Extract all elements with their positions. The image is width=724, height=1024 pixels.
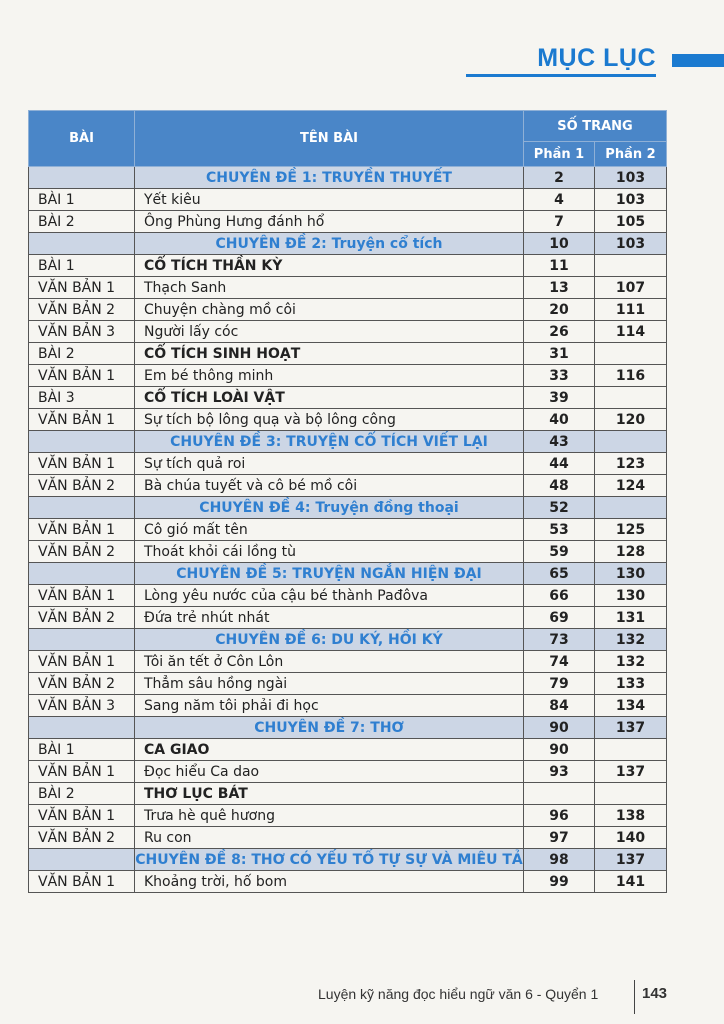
table-row xyxy=(29,871,667,893)
page-part1: 10 xyxy=(524,233,595,255)
page-part1: 93 xyxy=(524,761,595,783)
page-part2: 128 xyxy=(595,541,667,563)
page-part1: 79 xyxy=(524,673,595,695)
page-part2: 134 xyxy=(595,695,667,717)
title-cell: Sự tích quả roi xyxy=(135,453,524,475)
page-part2: 123 xyxy=(595,453,667,475)
page-part2 xyxy=(595,343,667,365)
page-part1: 59 xyxy=(524,541,595,563)
page-part2: 114 xyxy=(595,321,667,343)
page-part2: 138 xyxy=(595,805,667,827)
lesson-cell: VĂN BẢN 2 xyxy=(29,475,135,497)
page-part2: 103 xyxy=(595,167,667,189)
page-part1: 43 xyxy=(524,431,595,453)
title-cell: CỔ TÍCH SINH HOẠT xyxy=(135,343,524,365)
page-part2: 103 xyxy=(595,189,667,211)
section-row xyxy=(29,739,667,761)
table-row xyxy=(29,673,667,695)
title-cell: Chuyện chàng mồ côi xyxy=(135,299,524,321)
title-cell: Cô gió mất tên xyxy=(135,519,524,541)
page-part2: 130 xyxy=(595,563,667,585)
title-cell: Đọc hiểu Ca dao xyxy=(135,761,524,783)
page-part1: 39 xyxy=(524,387,595,409)
page-part1: 44 xyxy=(524,453,595,475)
topic-row xyxy=(29,629,667,651)
title-cell: Em bé thông minh xyxy=(135,365,524,387)
page-part1: 99 xyxy=(524,871,595,893)
lesson-cell xyxy=(29,717,135,739)
lesson-cell: VĂN BẢN 1 xyxy=(29,651,135,673)
page-part1: 33 xyxy=(524,365,595,387)
lesson-cell: VĂN BẢN 1 xyxy=(29,805,135,827)
title-cell: CA GIAO xyxy=(135,739,524,761)
page-part2 xyxy=(595,739,667,761)
lesson-cell: VĂN BẢN 3 xyxy=(29,695,135,717)
page-part2: 107 xyxy=(595,277,667,299)
lesson-cell: VĂN BẢN 1 xyxy=(29,453,135,475)
page-part2: 137 xyxy=(595,717,667,739)
col-header-pages: SỐ TRANG xyxy=(524,111,667,142)
col-header-title: TÊN BÀI xyxy=(135,111,524,167)
page-part1: 53 xyxy=(524,519,595,541)
page-part1: 96 xyxy=(524,805,595,827)
footer-divider xyxy=(634,980,635,1014)
footer-book-title: Luyện kỹ năng đọc hiểu ngữ văn 6 - Quyển 1 xyxy=(318,986,599,1002)
title-cell: Ông Phùng Hưng đánh hổ xyxy=(135,211,524,233)
lesson-cell: VĂN BẢN 2 xyxy=(29,827,135,849)
title-cell: Yết kiêu xyxy=(135,189,524,211)
lesson-cell xyxy=(29,497,135,519)
page-part2: 141 xyxy=(595,871,667,893)
table-row xyxy=(29,651,667,673)
topic-title: CHUYÊN ĐỀ 6: DU KÝ, HỒI KÝ xyxy=(135,629,524,651)
title-cell: Sang năm tôi phải đi học xyxy=(135,695,524,717)
page-part2: 116 xyxy=(595,365,667,387)
topic-title: CHUYÊN ĐỀ 4: Truyện đồng thoại xyxy=(135,497,524,519)
title-cell: Thoát khỏi cái lồng tù xyxy=(135,541,524,563)
section-row xyxy=(29,255,667,277)
title-cell: Sự tích bộ lông quạ và bộ lông công xyxy=(135,409,524,431)
table-row xyxy=(29,475,667,497)
page-part1: 98 xyxy=(524,849,595,871)
table-row xyxy=(29,321,667,343)
page-number: 143 xyxy=(642,985,668,1002)
page-part2: 131 xyxy=(595,607,667,629)
page-part2 xyxy=(595,255,667,277)
page-part1: 20 xyxy=(524,299,595,321)
page-part1: 65 xyxy=(524,563,595,585)
topic-row xyxy=(29,233,667,255)
title-cell: Trưa hè quê hương xyxy=(135,805,524,827)
page-part1: 7 xyxy=(524,211,595,233)
lesson-cell: VĂN BẢN 2 xyxy=(29,673,135,695)
page-part1: 2 xyxy=(524,167,595,189)
page-part1 xyxy=(524,783,595,805)
topic-title: CHUYÊN ĐỀ 8: THƠ CÓ YẾU TỐ TỰ SỰ VÀ MIÊU TẢ xyxy=(135,849,524,871)
table-row xyxy=(29,695,667,717)
lesson-cell: BÀI 1 xyxy=(29,739,135,761)
page-part2: 132 xyxy=(595,629,667,651)
page-part1: 48 xyxy=(524,475,595,497)
topic-row xyxy=(29,717,667,739)
title-cell: Thạch Sanh xyxy=(135,277,524,299)
topic-title: CHUYÊN ĐỀ 3: TRUYỆN CỔ TÍCH VIẾT LẠI xyxy=(135,431,524,453)
page-part2: 137 xyxy=(595,849,667,871)
lesson-cell: VĂN BẢN 1 xyxy=(29,585,135,607)
topic-title: CHUYÊN ĐỀ 5: TRUYỆN NGẮN HIỆN ĐẠI xyxy=(135,563,524,585)
section-row xyxy=(29,387,667,409)
table-row xyxy=(29,365,667,387)
page-part2: 120 xyxy=(595,409,667,431)
lesson-cell: VĂN BẢN 2 xyxy=(29,607,135,629)
lesson-cell xyxy=(29,563,135,585)
lesson-cell: VĂN BẢN 1 xyxy=(29,365,135,387)
page-part1: 97 xyxy=(524,827,595,849)
title-cell: Ru con xyxy=(135,827,524,849)
page-part2 xyxy=(595,783,667,805)
page-part2: 140 xyxy=(595,827,667,849)
page-part1: 90 xyxy=(524,717,595,739)
topic-title: CHUYÊN ĐỀ 1: TRUYỀN THUYẾT xyxy=(135,167,524,189)
page-part2: 111 xyxy=(595,299,667,321)
col-header-lesson: BÀI xyxy=(29,111,135,167)
section-row xyxy=(29,783,667,805)
title-cell: Đứa trẻ nhút nhát xyxy=(135,607,524,629)
topic-row xyxy=(29,497,667,519)
title-cell: THƠ LỤC BÁT xyxy=(135,783,524,805)
lesson-cell xyxy=(29,233,135,255)
page-part2 xyxy=(595,497,667,519)
page-part1: 69 xyxy=(524,607,595,629)
table-row xyxy=(29,541,667,563)
page-part2: 137 xyxy=(595,761,667,783)
lesson-cell: VĂN BẢN 1 xyxy=(29,277,135,299)
title-cell: CỔ TÍCH LOÀI VẬT xyxy=(135,387,524,409)
page-part1: 11 xyxy=(524,255,595,277)
lesson-cell xyxy=(29,849,135,871)
table-row xyxy=(29,409,667,431)
page-part1: 26 xyxy=(524,321,595,343)
col-header-part1: Phần 1 xyxy=(524,142,595,167)
page-part1: 40 xyxy=(524,409,595,431)
title-cell: Người lấy cóc xyxy=(135,321,524,343)
table-row xyxy=(29,585,667,607)
page-part2 xyxy=(595,387,667,409)
topic-row xyxy=(29,167,667,189)
page-part2 xyxy=(595,431,667,453)
page-part2: 125 xyxy=(595,519,667,541)
table-row xyxy=(29,211,667,233)
lesson-cell xyxy=(29,167,135,189)
page-part1: 84 xyxy=(524,695,595,717)
table-header-row xyxy=(29,111,667,142)
table-row xyxy=(29,519,667,541)
title-cell: Bà chúa tuyết và cô bé mồ côi xyxy=(135,475,524,497)
page-part1: 73 xyxy=(524,629,595,651)
lesson-cell: VĂN BẢN 1 xyxy=(29,519,135,541)
title-accent-bar xyxy=(672,54,724,67)
lesson-cell: VĂN BẢN 2 xyxy=(29,541,135,563)
topic-row xyxy=(29,849,667,871)
lesson-cell: VĂN BẢN 2 xyxy=(29,299,135,321)
table-row xyxy=(29,761,667,783)
page-part1: 52 xyxy=(524,497,595,519)
topic-title: CHUYÊN ĐỀ 7: THƠ xyxy=(135,717,524,739)
page-part2: 105 xyxy=(595,211,667,233)
lesson-cell: BÀI 2 xyxy=(29,783,135,805)
lesson-cell xyxy=(29,431,135,453)
page-part2: 132 xyxy=(595,651,667,673)
lesson-cell: VĂN BẢN 1 xyxy=(29,409,135,431)
lesson-cell: BÀI 1 xyxy=(29,255,135,277)
topic-title: CHUYÊN ĐỀ 2: Truyện cổ tích xyxy=(135,233,524,255)
col-header-part2: Phần 2 xyxy=(595,142,667,167)
page-part1: 66 xyxy=(524,585,595,607)
page-part2: 133 xyxy=(595,673,667,695)
table-row xyxy=(29,277,667,299)
table-row xyxy=(29,189,667,211)
page-part1: 4 xyxy=(524,189,595,211)
table-of-contents xyxy=(28,110,667,893)
page-part2: 130 xyxy=(595,585,667,607)
title-cell: CỔ TÍCH THẦN KỲ xyxy=(135,255,524,277)
section-row xyxy=(29,343,667,365)
lesson-cell: BÀI 2 xyxy=(29,211,135,233)
title-underline xyxy=(466,74,656,77)
topic-row xyxy=(29,563,667,585)
lesson-cell: VĂN BẢN 1 xyxy=(29,871,135,893)
table-row xyxy=(29,805,667,827)
topic-row xyxy=(29,431,667,453)
toc-body xyxy=(29,167,667,893)
table-row xyxy=(29,607,667,629)
page-part1: 31 xyxy=(524,343,595,365)
page-part1: 74 xyxy=(524,651,595,673)
title-cell: Khoảng trời, hố bom xyxy=(135,871,524,893)
table-row xyxy=(29,299,667,321)
title-cell: Thẳm sâu hồng ngài xyxy=(135,673,524,695)
lesson-cell: BÀI 3 xyxy=(29,387,135,409)
page-part2: 103 xyxy=(595,233,667,255)
page-part2: 124 xyxy=(595,475,667,497)
page-part1: 13 xyxy=(524,277,595,299)
title-cell: Lòng yêu nước của cậu bé thành Pađôva xyxy=(135,585,524,607)
lesson-cell xyxy=(29,629,135,651)
table-row xyxy=(29,453,667,475)
lesson-cell: VĂN BẢN 1 xyxy=(29,761,135,783)
page-part1: 90 xyxy=(524,739,595,761)
table-row xyxy=(29,827,667,849)
lesson-cell: BÀI 1 xyxy=(29,189,135,211)
lesson-cell: BÀI 2 xyxy=(29,343,135,365)
title-cell: Tôi ăn tết ở Côn Lôn xyxy=(135,651,524,673)
lesson-cell: VĂN BẢN 3 xyxy=(29,321,135,343)
page-title: MỤC LỤC xyxy=(537,44,656,72)
